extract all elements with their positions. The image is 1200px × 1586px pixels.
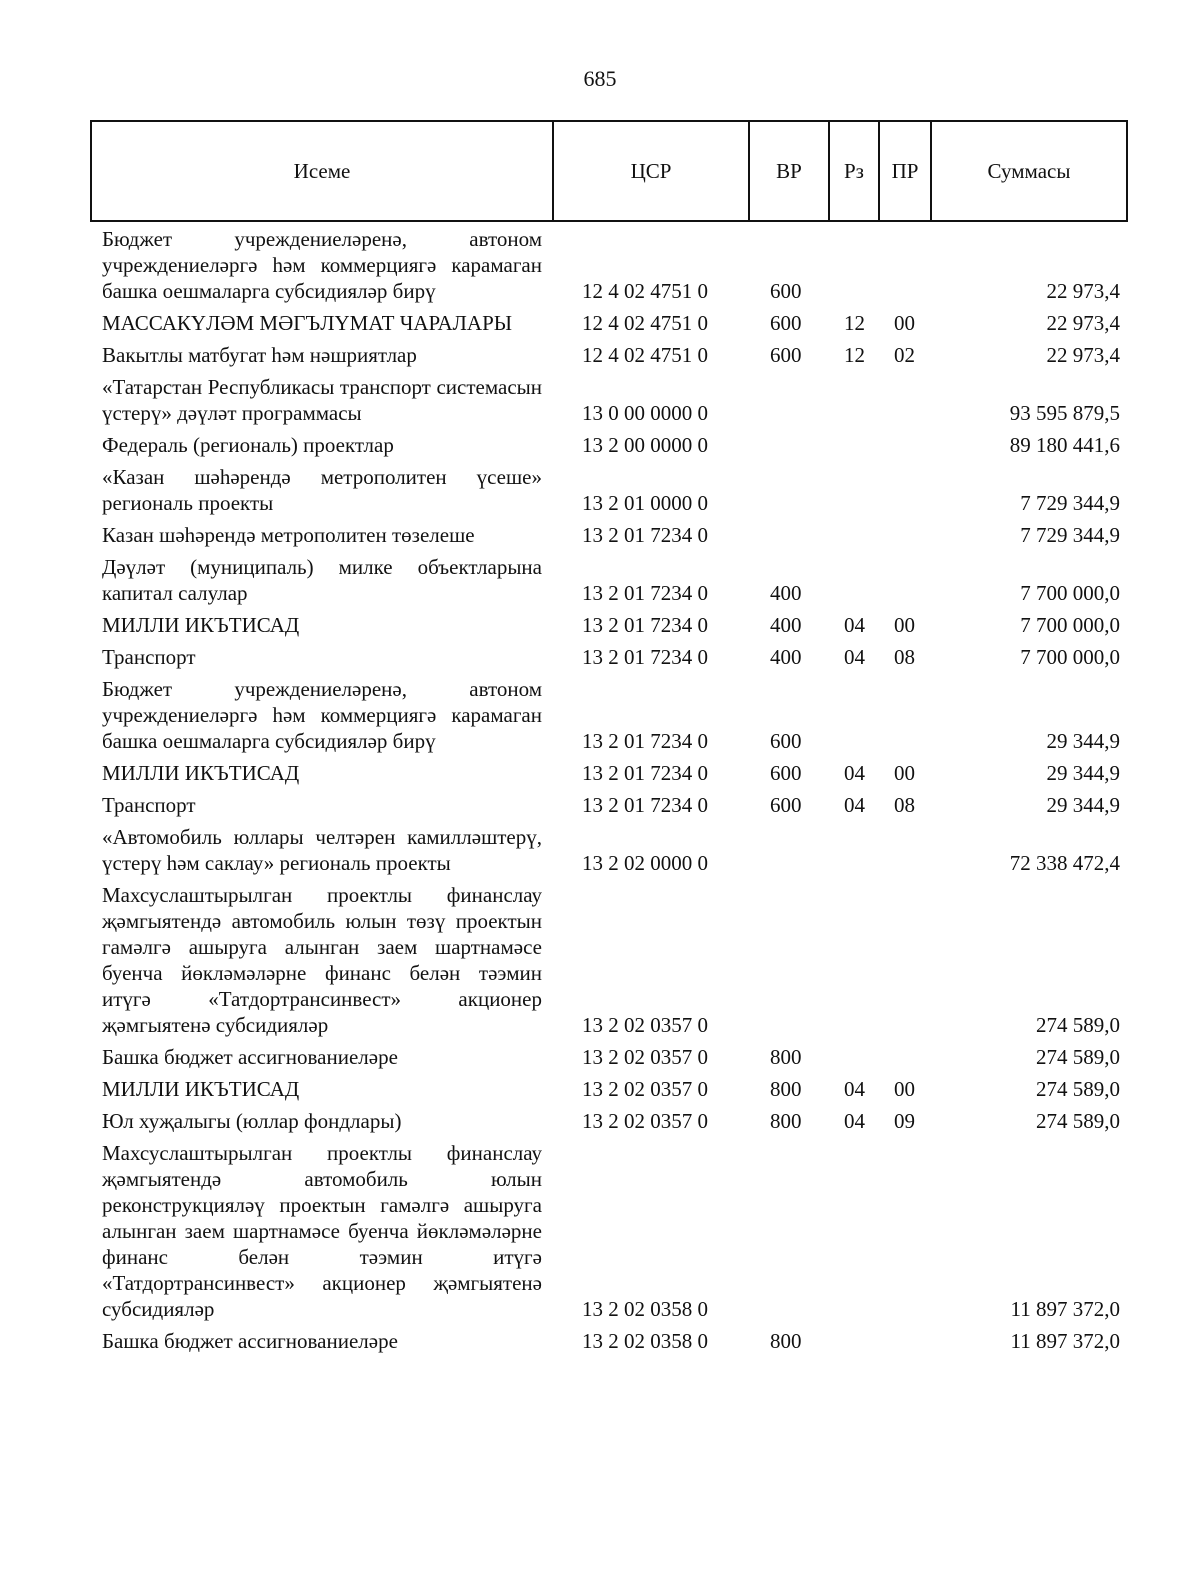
cell-name: Башка бюджет ассигнованиеләре [102, 1329, 398, 1353]
cell-csr: 13 2 02 0357 0 [582, 1077, 708, 1101]
cell-csr: 12 4 02 4751 0 [582, 311, 708, 335]
cell-rz [828, 674, 878, 758]
table-row [90, 1326, 1126, 1358]
cell-sum: 29 344,9 [1046, 761, 1120, 785]
table-row [90, 758, 1126, 790]
cell-pr [878, 822, 930, 880]
cell-vr: 600 [770, 729, 802, 753]
cell-sum: 274 589,0 [1036, 1077, 1120, 1101]
cell-sum: 7 700 000,0 [1020, 613, 1120, 637]
cell-pr: 00 [894, 613, 915, 637]
cell-name: Махсуслаштырылган проектлы финанслау җәмгыятендә автомобиль юлын төзү проектын гамәлгә ашыруга алынган заем шартнамәсе буенча йөкләмәләрне финанс белән тәэмин итүгә «Татдортрансинвест» акционер җәмгыятенә субсидияләр [102, 883, 542, 1037]
cell-rz [828, 822, 878, 880]
cell-vr: 600 [770, 311, 802, 335]
cell-vr: 400 [770, 613, 802, 637]
cell-rz [828, 1042, 878, 1074]
cell-rz [828, 372, 878, 430]
cell-sum: 29 344,9 [1046, 729, 1120, 753]
cell-csr: 12 4 02 4751 0 [582, 279, 708, 303]
table-row [90, 674, 1126, 758]
cell-name: Транспорт [102, 793, 196, 817]
cell-name: Бюджет учреждениеләренә, автоном учреждениеләргә һәм коммерциягә карамаган башка оешмаларга субсидияләр бирү [102, 677, 542, 753]
cell-csr: 13 2 01 7234 0 [582, 613, 708, 637]
table-row [90, 1074, 1126, 1106]
cell-pr: 00 [894, 311, 915, 335]
cell-pr: 00 [894, 1077, 915, 1101]
cell-pr: 08 [894, 793, 915, 817]
column-header-sum: Суммасы [931, 121, 1127, 221]
cell-name: Юл хуҗалыгы (юллар фондлары) [102, 1109, 402, 1133]
cell-rz: 12 [844, 311, 865, 335]
table-row [90, 880, 1126, 1042]
cell-csr: 13 2 01 7234 0 [582, 645, 708, 669]
cell-name: «Казан шәһәрендә метрополитен үсеше» региональ проекты [102, 465, 542, 515]
cell-pr: 02 [894, 343, 915, 367]
cell-vr: 400 [770, 581, 802, 605]
cell-sum: 22 973,4 [1046, 279, 1120, 303]
cell-csr: 12 4 02 4751 0 [582, 343, 708, 367]
cell-pr [878, 520, 930, 552]
cell-sum: 274 589,0 [1036, 1109, 1120, 1133]
cell-pr [878, 224, 930, 308]
cell-name: «Автомобиль юллары челтәрен камилләштерү, үстерү һәм саклау» региональ проекты [102, 825, 542, 875]
cell-name: Транспорт [102, 645, 196, 669]
cell-sum: 11 897 372,0 [1010, 1329, 1120, 1353]
cell-pr: 09 [894, 1109, 915, 1133]
cell-vr: 800 [770, 1109, 802, 1133]
column-header-csr: ЦСР [553, 121, 749, 221]
table-row [90, 340, 1126, 372]
cell-sum: 89 180 441,6 [1009, 433, 1120, 457]
cell-csr: 13 2 02 0358 0 [582, 1297, 708, 1321]
cell-sum: 7 729 344,9 [1020, 491, 1120, 515]
cell-vr: 600 [770, 343, 802, 367]
column-header-rz: Рз [829, 121, 879, 221]
cell-vr: 400 [770, 645, 802, 669]
cell-csr: 13 2 02 0358 0 [582, 1329, 708, 1353]
cell-vr: 600 [770, 761, 802, 785]
column-header-pr: ПР [879, 121, 931, 221]
cell-csr: 13 2 02 0357 0 [582, 1045, 708, 1069]
cell-name: МИЛЛИ ИКЪТИСАД [102, 613, 300, 637]
cell-sum: 274 589,0 [1036, 1045, 1120, 1069]
cell-sum: 72 338 472,4 [1009, 851, 1120, 875]
cell-csr: 13 2 01 7234 0 [582, 581, 708, 605]
table-row [90, 610, 1126, 642]
cell-rz [828, 462, 878, 520]
table-row [90, 308, 1126, 340]
cell-rz [828, 880, 878, 1042]
cell-csr: 13 2 00 0000 0 [582, 433, 708, 457]
cell-pr [878, 880, 930, 1042]
cell-rz: 04 [844, 761, 865, 785]
column-header-vr: ВР [749, 121, 829, 221]
cell-vr [748, 430, 828, 462]
cell-sum: 11 897 372,0 [1010, 1297, 1120, 1321]
cell-csr: 13 2 01 7234 0 [582, 761, 708, 785]
cell-rz: 04 [844, 613, 865, 637]
cell-vr: 600 [770, 793, 802, 817]
cell-rz [828, 1326, 878, 1358]
cell-rz [828, 1138, 878, 1326]
cell-sum: 29 344,9 [1046, 793, 1120, 817]
cell-name: Вакытлы матбугат һәм нәшриятлар [102, 343, 417, 367]
cell-name: Дәүләт (муниципаль) милке объектларына капитал салулар [102, 555, 542, 605]
cell-rz: 04 [844, 793, 865, 817]
cell-name: «Татарстан Республикасы транспорт системасын үстерү» дәүләт программасы [102, 375, 542, 425]
cell-name: МИЛЛИ ИКЪТИСАД [102, 1077, 300, 1101]
table-row [90, 430, 1126, 462]
page-number: 685 [583, 66, 617, 91]
cell-sum: 93 595 879,5 [1009, 401, 1120, 425]
table-row [90, 520, 1126, 552]
table-row [90, 642, 1126, 674]
table-row [90, 790, 1126, 822]
cell-csr: 13 2 02 0357 0 [582, 1013, 708, 1037]
cell-pr [878, 1326, 930, 1358]
cell-sum: 7 729 344,9 [1020, 523, 1120, 547]
table-row [90, 372, 1126, 430]
cell-rz [828, 430, 878, 462]
table-row [90, 552, 1126, 610]
cell-rz: 04 [844, 1077, 865, 1101]
table-header [90, 120, 1128, 222]
cell-vr [748, 520, 828, 552]
cell-vr: 800 [770, 1045, 802, 1069]
cell-rz: 04 [844, 645, 865, 669]
cell-rz [828, 520, 878, 552]
cell-rz [828, 224, 878, 308]
cell-pr [878, 552, 930, 610]
cell-csr: 13 2 01 0000 0 [582, 491, 708, 515]
cell-vr [748, 372, 828, 430]
cell-csr: 13 0 00 0000 0 [582, 401, 708, 425]
cell-sum: 274 589,0 [1036, 1013, 1120, 1037]
cell-name: Махсуслаштырылган проектлы финанслау җәмгыятендә автомобиль юлын реконструкцияләү проектын гамәлгә ашыруга алынган заем шартнамәсе буенча йөкләмәләрне финанс белән тәэмин итүгә «Татдортрансинвест» акционер җәмгыятенә субсидияләр [102, 1141, 542, 1321]
cell-pr [878, 430, 930, 462]
cell-pr [878, 462, 930, 520]
table-row [90, 1106, 1126, 1138]
table-row [90, 462, 1126, 520]
column-header-name: Исеме [91, 121, 553, 221]
cell-sum: 22 973,4 [1046, 311, 1120, 335]
cell-csr: 13 2 01 7234 0 [582, 793, 708, 817]
cell-pr [878, 1042, 930, 1074]
table-body [90, 224, 1126, 1358]
cell-csr: 13 2 01 7234 0 [582, 523, 708, 547]
table-row [90, 822, 1126, 880]
table-row [90, 1138, 1126, 1326]
cell-name: Федераль (региональ) проектлар [102, 433, 394, 457]
cell-vr: 800 [770, 1329, 802, 1353]
cell-vr: 800 [770, 1077, 802, 1101]
cell-vr [748, 822, 828, 880]
cell-csr: 13 2 02 0357 0 [582, 1109, 708, 1133]
cell-name: Башка бюджет ассигнованиеләре [102, 1045, 398, 1069]
cell-name: Казан шәһәрендә метрополитен төзелеше [102, 523, 475, 547]
cell-vr [748, 462, 828, 520]
table-row [90, 1042, 1126, 1074]
cell-sum: 7 700 000,0 [1020, 645, 1120, 669]
cell-pr: 00 [894, 761, 915, 785]
cell-pr [878, 1138, 930, 1326]
cell-pr [878, 674, 930, 758]
cell-rz [828, 552, 878, 610]
cell-pr [878, 372, 930, 430]
cell-vr [748, 880, 828, 1042]
cell-rz: 12 [844, 343, 865, 367]
cell-name: Бюджет учреждениеләренә, автоном учреждениеләргә һәм коммерциягә карамаган башка оешмаларга субсидияләр бирү [102, 227, 542, 303]
cell-vr [748, 1138, 828, 1326]
cell-csr: 13 2 01 7234 0 [582, 729, 708, 753]
cell-name: МИЛЛИ ИКЪТИСАД [102, 761, 300, 785]
cell-sum: 7 700 000,0 [1020, 581, 1120, 605]
cell-rz: 04 [844, 1109, 865, 1133]
cell-name: МАССАКҮЛӘМ МӘГЪЛҮМАТ ЧАРАЛАРЫ [102, 311, 513, 335]
cell-pr: 08 [894, 645, 915, 669]
table-row [90, 224, 1126, 308]
cell-vr: 600 [770, 279, 802, 303]
budget-table [90, 224, 1126, 1358]
cell-csr: 13 2 02 0000 0 [582, 851, 708, 875]
cell-sum: 22 973,4 [1046, 343, 1120, 367]
